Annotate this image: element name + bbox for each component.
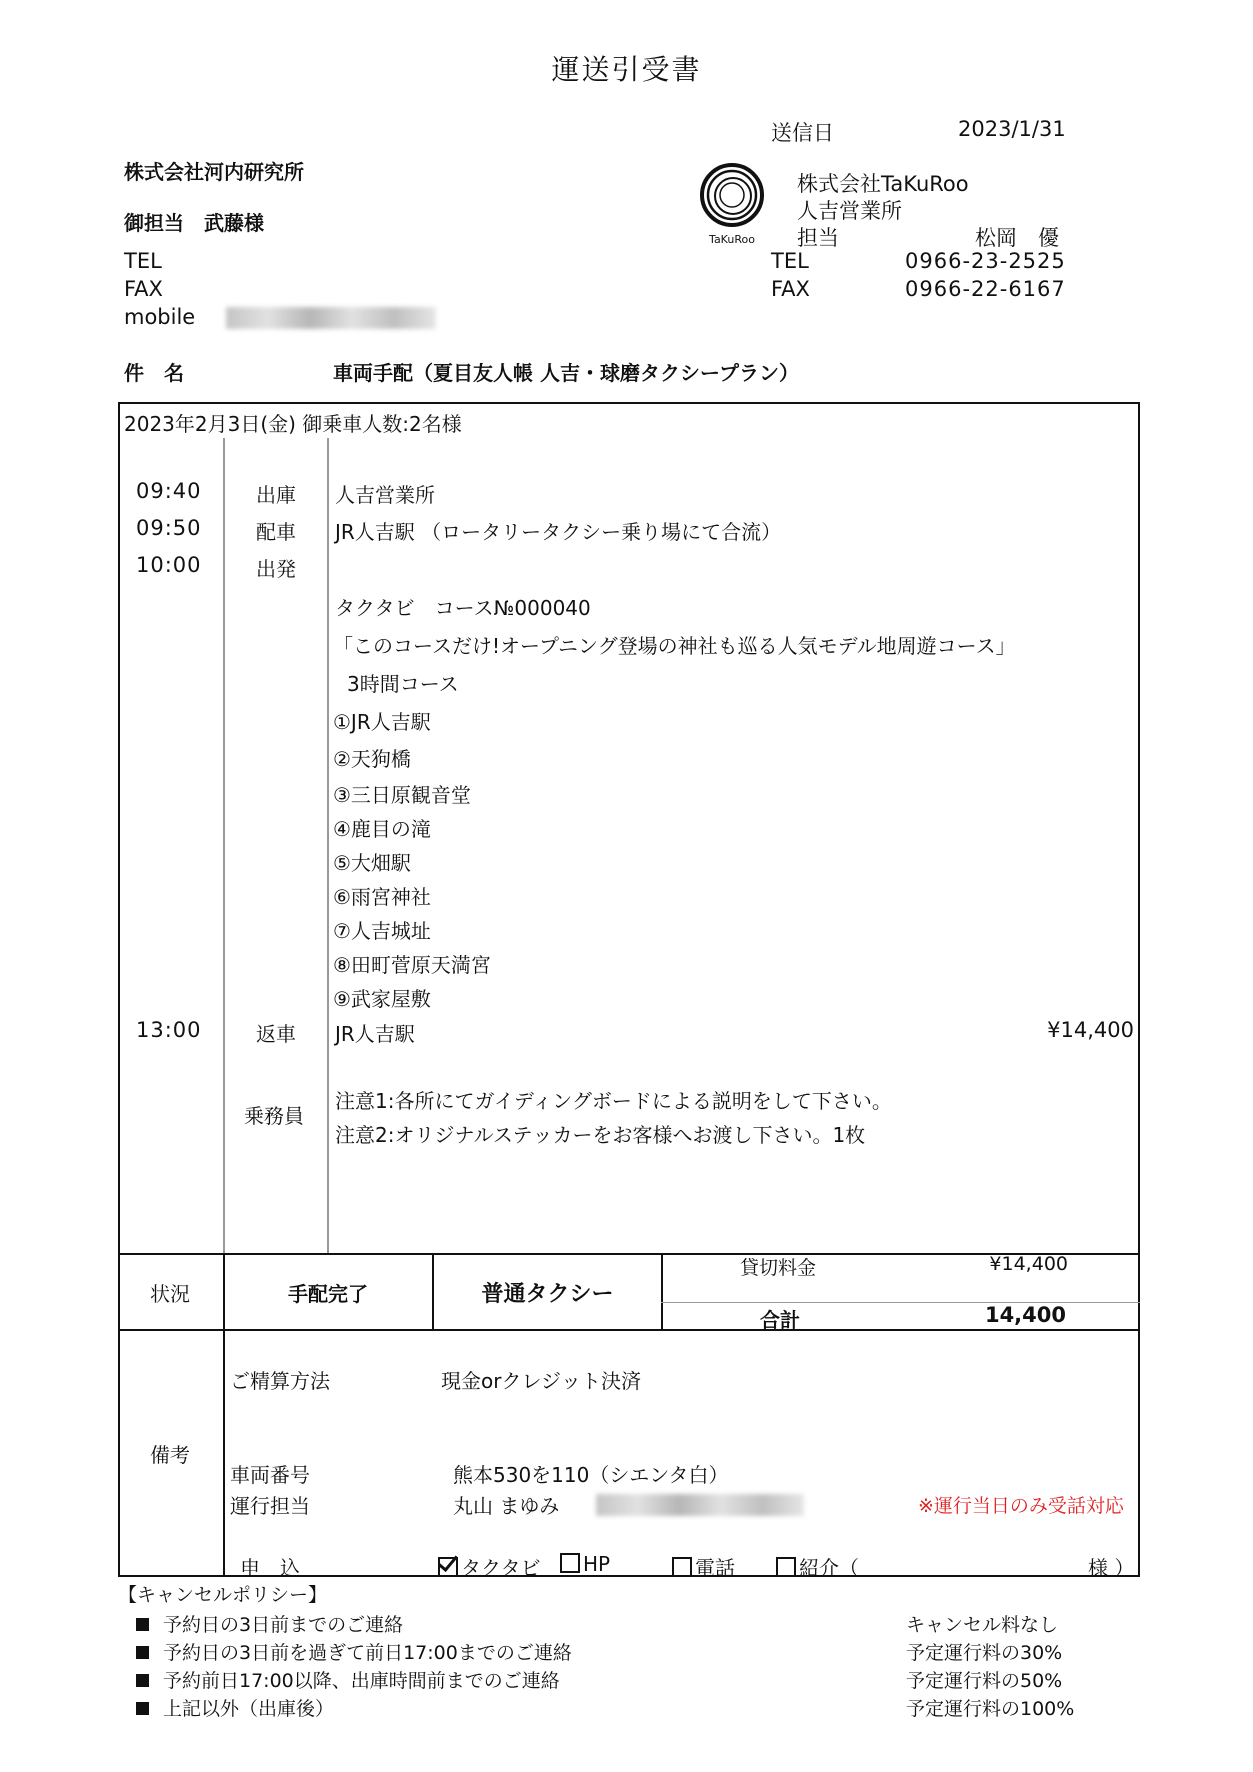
vendor-company: 株式会社TaKuRoo bbox=[797, 172, 969, 196]
apply-option-label: HP bbox=[583, 1552, 611, 1576]
vendor-tel: 0966-23-2525 bbox=[905, 249, 1066, 273]
bullet-icon bbox=[136, 1674, 149, 1687]
operator-name: 丸山 まゆみ bbox=[453, 1494, 560, 1518]
return-label: 返車 bbox=[256, 1022, 296, 1046]
cancel-fee: 予定運行料の30% bbox=[906, 1642, 1063, 1664]
apply-option-phone[interactable] bbox=[672, 1552, 735, 1581]
bullet-icon bbox=[136, 1646, 149, 1659]
return-price: ¥14,400 bbox=[1047, 1018, 1134, 1042]
redacted-mobile bbox=[226, 307, 436, 329]
stop-item: ①JR人吉駅 bbox=[333, 710, 431, 734]
vehicle-type: 普通タクシー bbox=[481, 1282, 614, 1307]
send-date: 2023/1/31 bbox=[958, 117, 1066, 141]
client-mobile-label: mobile bbox=[124, 305, 196, 329]
status-value: 手配完了 bbox=[288, 1282, 368, 1306]
course-duration: 3時間コース bbox=[347, 672, 459, 696]
payment-value: 現金orクレジット決済 bbox=[441, 1369, 641, 1393]
bullet-icon bbox=[136, 1618, 149, 1631]
operator-note: ※運行当日のみ受話対応 bbox=[918, 1495, 1124, 1517]
stop-item: ②天狗橋 bbox=[333, 747, 411, 771]
cancel-policy-title: 【キャンセルポリシー】 bbox=[118, 1584, 328, 1606]
vendor-fax: 0966-22-6167 bbox=[905, 277, 1066, 301]
send-date-label: 送信日 bbox=[771, 121, 834, 145]
client-fax-label: FAX bbox=[124, 277, 163, 301]
apply-option-takutabi[interactable] bbox=[438, 1552, 541, 1581]
apply-option-hp[interactable] bbox=[560, 1552, 610, 1576]
apply-suffix: 様 ） bbox=[1088, 1556, 1135, 1580]
cancel-condition: 予約日の3日前を過ぎて前日17:00までのご連絡 bbox=[163, 1642, 572, 1664]
charter-fee-label: 貸切料金 bbox=[740, 1257, 817, 1279]
bullet-icon bbox=[136, 1702, 149, 1715]
vehicle-no-label: 車両番号 bbox=[230, 1463, 310, 1487]
row-label: 配車 bbox=[256, 520, 296, 544]
stop-item: ⑧田町菅原天満宮 bbox=[333, 953, 491, 977]
vendor-staff-name: 松岡 優 bbox=[975, 226, 1059, 250]
apply-option-label: タクタビ bbox=[461, 1556, 541, 1580]
cancel-condition: 上記以外（出庫後） bbox=[163, 1698, 335, 1720]
row-label: 出発 bbox=[256, 557, 296, 581]
apply-option-label: 電話 bbox=[695, 1556, 735, 1580]
row-desc: JR人吉駅 （ロータリータクシー乗り場にて合流） bbox=[335, 520, 782, 544]
total-label: 合計 bbox=[760, 1308, 800, 1332]
row-time: 09:40 bbox=[136, 479, 202, 503]
return-desc: JR人吉駅 bbox=[335, 1022, 415, 1046]
stop-item: ⑤大畑駅 bbox=[333, 851, 411, 875]
cancel-fee: 予定運行料の100% bbox=[906, 1698, 1075, 1720]
takuroo-logo-icon bbox=[692, 158, 772, 248]
checkbox-icon bbox=[560, 1553, 580, 1573]
vendor-tel-label: TEL bbox=[771, 249, 809, 273]
row-label: 出庫 bbox=[256, 483, 296, 507]
client-company: 株式会社河内研究所 bbox=[124, 160, 304, 184]
subject: 車両手配（夏目友人帳 人吉・球磨タクシープラン） bbox=[333, 361, 799, 385]
cancel-fee: キャンセル料なし bbox=[906, 1614, 1059, 1636]
client-tel-label: TEL bbox=[124, 249, 162, 273]
vendor-office: 人吉営業所 bbox=[797, 199, 902, 223]
note-item: 注意1:各所にてガイディングボードによる説明をして下さい。 bbox=[335, 1089, 892, 1113]
row-time: 10:00 bbox=[136, 553, 202, 577]
vehicle-no-value: 熊本530を110（シエンタ白） bbox=[453, 1463, 729, 1487]
subject-label: 件 名 bbox=[124, 361, 184, 385]
apply-option-label: 紹介（ bbox=[799, 1556, 859, 1580]
total-value: 14,400 bbox=[984, 1303, 1066, 1327]
return-time: 13:00 bbox=[136, 1018, 202, 1042]
cancel-fee: 予定運行料の50% bbox=[906, 1670, 1063, 1692]
charter-fee: ¥14,400 bbox=[989, 1253, 1068, 1275]
apply-label: 申 込 bbox=[240, 1556, 300, 1580]
stop-item: ⑦人吉城址 bbox=[333, 919, 431, 943]
document-title: 運送引受書 bbox=[551, 53, 702, 86]
operator-label: 運行担当 bbox=[230, 1494, 310, 1518]
stop-item: ⑨武家屋敷 bbox=[333, 987, 431, 1011]
row-desc: 人吉営業所 bbox=[335, 483, 435, 507]
crew-label: 乗務員 bbox=[244, 1104, 304, 1128]
course-title: 「このコースだけ!オープニング登場の神社も巡る人気モデル地周遊コース」 bbox=[333, 634, 1016, 658]
redacted-operator-phone bbox=[596, 1494, 804, 1516]
vendor-staff-label: 担当 bbox=[797, 226, 839, 250]
apply-option-referral[interactable] bbox=[776, 1552, 859, 1581]
cancel-condition: 予約前日17:00以降、出庫時間前までのご連絡 bbox=[163, 1670, 560, 1692]
vendor-fax-label: FAX bbox=[771, 277, 810, 301]
course-name: タクタビ コース№000040 bbox=[335, 596, 591, 620]
row-time: 09:50 bbox=[136, 516, 202, 540]
checkbox-icon bbox=[776, 1557, 796, 1577]
takuroo-logo bbox=[692, 158, 772, 248]
client-contact: 御担当 武藤様 bbox=[124, 211, 264, 235]
cancel-condition: 予約日の3日前までのご連絡 bbox=[163, 1614, 404, 1636]
stop-item: ⑥雨宮神社 bbox=[333, 885, 431, 909]
note-item: 注意2:オリジナルステッカーをお客様へお渡し下さい。1枚 bbox=[335, 1123, 866, 1147]
checkbox-checked-icon bbox=[438, 1557, 458, 1577]
stop-item: ④鹿目の滝 bbox=[333, 817, 431, 841]
status-label: 状況 bbox=[150, 1282, 190, 1306]
logo-text: TaKuRoo bbox=[709, 233, 755, 246]
remarks-label: 備考 bbox=[150, 1443, 190, 1467]
checkbox-icon bbox=[672, 1557, 692, 1577]
date-line: 2023年2月3日(金) 御乗車人数:2名様 bbox=[124, 412, 462, 436]
stop-item: ③三日原観音堂 bbox=[333, 783, 471, 807]
payment-label: ご精算方法 bbox=[230, 1369, 330, 1393]
